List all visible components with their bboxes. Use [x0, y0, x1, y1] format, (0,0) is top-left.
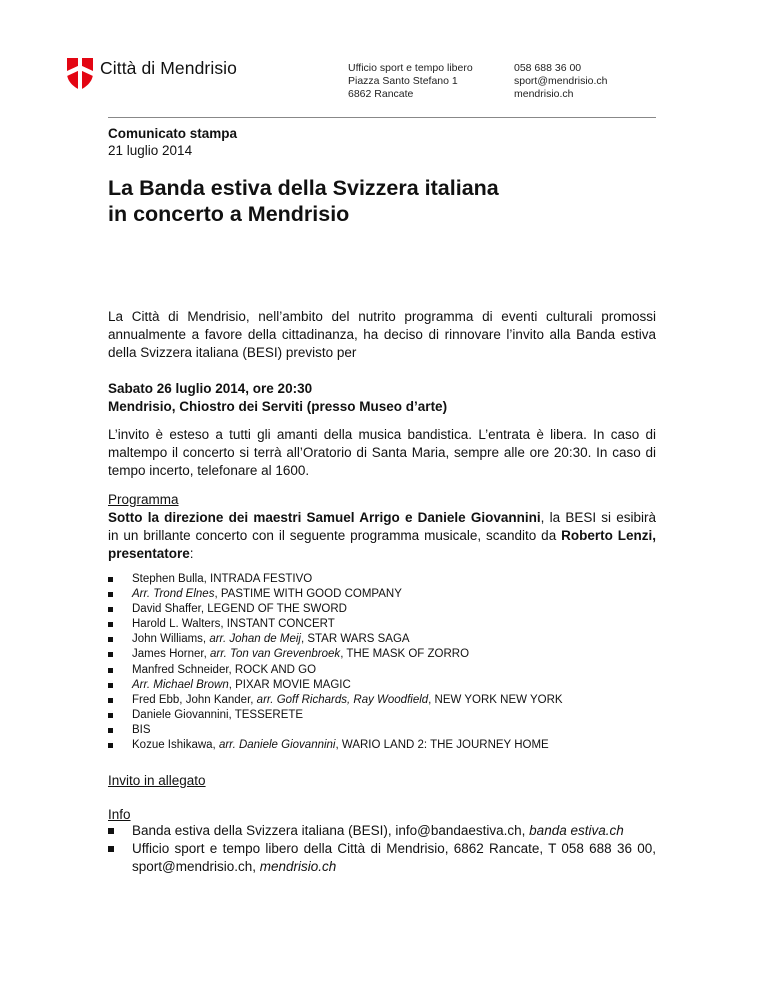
programma-intro-line: [108, 545, 656, 563]
intro-text: in un brillante concerto con il seguente programma musicale, scandito da: [108, 528, 562, 543]
program-item: Daniele Giovannini, TESSERETE: [108, 708, 656, 723]
text-line: maltempo il concerto si terrà all’Oratorio di Santa Maria, sempre alle ore 20:30. In caso di: [108, 445, 656, 460]
program-item: Kozue Ishikawa, arr. Daniele Giovannini, WARIO LAND 2: THE JOURNEY HOME: [108, 738, 656, 753]
program-item: John Williams, arr. Johan de Meij, STAR WARS SAGA: [108, 632, 656, 647]
event-location: Mendrisio, Chiostro dei Serviti (presso Museo d’arte): [108, 399, 448, 414]
event-datetime: Sabato 26 luglio 2014, ore 20:30: [108, 381, 313, 396]
address-line: Piazza Santo Stefano 1: [348, 75, 458, 87]
info-item: Ufficio sport e tempo libero della Città di Mendrisio, 6862 Rancate, T 058 688 36 00, sport@mendrisio.ch, mendrisio.ch: [108, 840, 656, 876]
programma-intro-line: [108, 509, 656, 527]
invite-paragraph: [108, 426, 656, 480]
website: mendrisio.ch: [514, 88, 574, 100]
phone: 058 688 36 00: [514, 62, 582, 74]
presenter-role: presentatore: [108, 546, 190, 561]
press-block: [108, 125, 237, 159]
attachment-note: [108, 772, 656, 790]
address-line: 6862 Rancate: [348, 88, 414, 100]
program-list: [108, 572, 656, 753]
header-divider: [108, 117, 656, 118]
office-contact: [514, 62, 608, 101]
program-item: Harold L. Walters, INSTANT CONCERT: [108, 617, 656, 632]
event-details: [108, 380, 656, 416]
headline-line: La Banda estiva della Svizzera italiana: [108, 176, 499, 200]
address-line: Ufficio sport e tempo libero: [348, 62, 473, 74]
intro-text: , la BESI si esibirà: [540, 510, 656, 525]
program-item: Manfred Schneider, ROCK AND GO: [108, 663, 656, 678]
headline: [108, 175, 499, 227]
info-item: Banda estiva della Svizzera italiana (BESI), info@bandaestiva.ch, banda estiva.ch: [108, 822, 656, 840]
text-line: L’invito è esteso a tutti gli amanti della musica bandistica. L’entrata è libera. In caso di: [108, 427, 656, 442]
intro-paragraph: [108, 308, 656, 362]
conductors: Sotto la direzione dei maestri Samuel Arrigo e Daniele Giovannini: [108, 510, 541, 525]
email: sport@mendrisio.ch: [514, 75, 608, 87]
program-item: Fred Ebb, John Kander, arr. Goff Richards, Ray Woodfield, NEW YORK NEW YORK: [108, 693, 656, 708]
programma-heading: Programma: [108, 492, 179, 507]
intro-text: :: [189, 546, 194, 561]
presenter-name: Roberto Lenzi,: [561, 528, 657, 543]
text-line: tempo incerto, telefonare al 1600.: [108, 463, 310, 478]
text-line: annualmente a favore della cittadinanza, ha deciso di rinnovare l’invito alla Banda estiva: [108, 327, 656, 342]
text-line: della Svizzera italiana (BESI) previsto per: [108, 345, 357, 360]
city-shield-logo: [66, 57, 94, 91]
program-item: Arr. Michael Brown, PIXAR MOVIE MAGIC: [108, 678, 656, 693]
attachment-label: Invito in allegato: [108, 773, 206, 788]
program-item: BIS: [108, 723, 656, 738]
press-date: 21 luglio 2014: [108, 143, 193, 158]
programma-section: [108, 491, 656, 563]
info-list: [108, 822, 656, 876]
press-label: Comunicato stampa: [108, 126, 238, 141]
program-item: Arr. Trond Elnes, PASTIME WITH GOOD COMPANY: [108, 587, 656, 602]
text-line: La Città di Mendrisio, nell’ambito del nutrito programma di eventi culturali promossi: [108, 309, 656, 324]
programma-intro-line: [108, 527, 656, 545]
program-item: Stephen Bulla, INTRADA FESTIVO: [108, 572, 656, 587]
city-name: Città di Mendrisio: [100, 58, 237, 78]
program-item: David Shaffer, LEGEND OF THE SWORD: [108, 602, 656, 617]
headline-line: in concerto a Mendrisio: [108, 202, 350, 226]
office-address: [348, 62, 473, 101]
info-heading: Info: [108, 807, 131, 822]
program-item: James Horner, arr. Ton van Grevenbroek, THE MASK OF ZORRO: [108, 647, 656, 662]
